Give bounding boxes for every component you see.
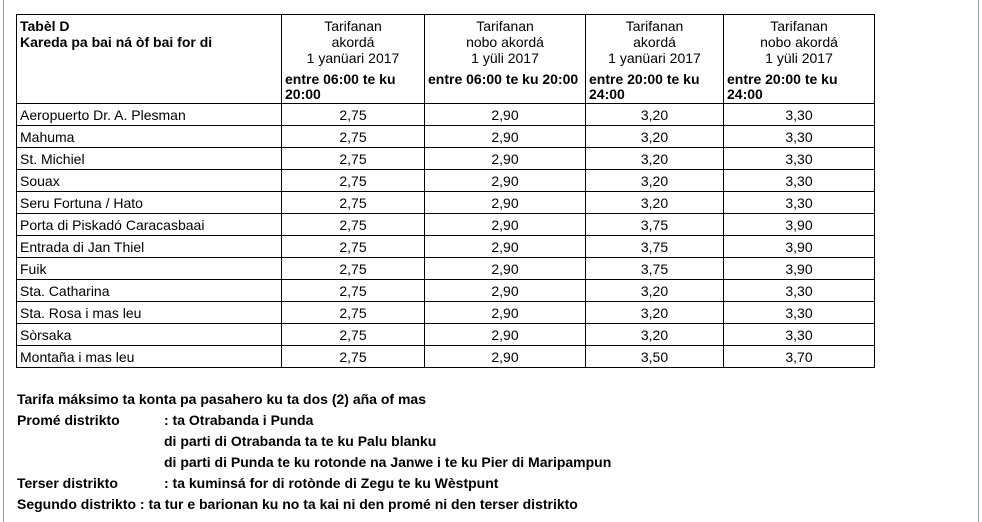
fare-cell: 2,90: [425, 346, 586, 368]
column-status: nobo akordá: [760, 34, 838, 50]
tariff-table: [16, 14, 875, 368]
first-district-label: Promé distrikto: [17, 412, 120, 428]
first-district-value: : ta Otrabanda i Punda: [164, 412, 314, 428]
table-row: [17, 214, 875, 236]
fare-cell: 2,75: [282, 280, 425, 302]
first-district-detail-2: [17, 452, 611, 473]
column-date: 1 yüli 2017: [765, 50, 833, 66]
fare-cell: 2,75: [282, 170, 425, 192]
fare-cell: 2,75: [282, 236, 425, 258]
fare-cell: 2,90: [425, 148, 586, 170]
max-fare-note: Tarifa máksimo ta konta pa pasahero ku ta dos (2) aña of mas: [17, 391, 426, 407]
fare-cell: 2,75: [282, 148, 425, 170]
fare-cell: 3,30: [724, 324, 875, 346]
location-cell: Sta. Catharina: [17, 280, 282, 302]
fare-cell: 2,90: [425, 170, 586, 192]
fare-cell: 2,90: [425, 324, 586, 346]
location-cell: St. Michiel: [17, 148, 282, 170]
fare-cell: 2,75: [282, 302, 425, 324]
location-cell: Souax: [17, 170, 282, 192]
column-label: Tarifanan: [476, 18, 534, 34]
fare-cell: 3,30: [724, 302, 875, 324]
fare-cell: 2,75: [282, 258, 425, 280]
fare-cell: 3,30: [724, 170, 875, 192]
fare-cell: 3,20: [586, 126, 724, 148]
table-row: [17, 258, 875, 280]
location-cell: Porta di Piskadó Caracasbaai: [17, 214, 282, 236]
header-row: [17, 15, 875, 104]
fare-cell: 2,75: [282, 214, 425, 236]
fare-cell: 2,90: [425, 192, 586, 214]
fare-cell: 3,75: [586, 236, 724, 258]
fare-cell: 3,20: [586, 302, 724, 324]
fare-cell: 3,20: [586, 170, 724, 192]
fare-cell: 2,90: [425, 104, 586, 126]
fare-cell: 2,90: [425, 302, 586, 324]
corner-header: [17, 15, 282, 104]
fare-cell: 3,30: [724, 148, 875, 170]
third-district-note: [17, 473, 611, 494]
location-cell: Montaña i mas leu: [17, 346, 282, 368]
column-label: Tarifanan: [324, 18, 382, 34]
table-row: [17, 280, 875, 302]
column-date: 1 yanüari 2017: [306, 50, 400, 66]
table-row: [17, 192, 875, 214]
second-district-note: [17, 494, 611, 515]
fare-cell: 2,90: [425, 236, 586, 258]
table-row: [17, 148, 875, 170]
table-row: [17, 236, 875, 258]
fare-cell: 3,20: [586, 104, 724, 126]
fare-cell: 2,75: [282, 104, 425, 126]
page-left-rule: [3, 0, 4, 522]
third-district-value: : ta kuminsá for di rotònde di Zegu te ku Wèstpunt: [164, 475, 499, 491]
second-district-label: Segundo distrikto: [17, 496, 136, 512]
fare-cell: 3,20: [586, 324, 724, 346]
table-row: [17, 170, 875, 192]
column-status: akordá: [331, 34, 375, 50]
location-cell: Seru Fortuna / Hato: [17, 192, 282, 214]
column-time-range: entre 06:00 te ku 20:00: [285, 71, 396, 102]
column-label: Tarifanan: [770, 18, 828, 34]
fare-cell: 3,30: [724, 192, 875, 214]
first-district-detail-text: di parti di Punda te ku rotonde na Janwe i te ku Pier di Maripampun: [164, 454, 612, 470]
page-right-rule: [978, 0, 979, 522]
first-district-note: [17, 410, 611, 431]
fare-cell: 3,30: [724, 126, 875, 148]
table-row: [17, 302, 875, 324]
column-header-1: [282, 15, 425, 104]
column-time-range: entre 20:00 te ku 24:00: [589, 71, 700, 102]
column-date: 1 yüli 2017: [471, 50, 539, 66]
fare-cell: 2,75: [282, 324, 425, 346]
table-row: [17, 324, 875, 346]
fare-cell: 3,30: [724, 280, 875, 302]
column-time-range: entre 06:00 te ku 20:00: [428, 71, 579, 87]
first-district-detail-1: [17, 431, 611, 452]
column-header-2: [425, 15, 586, 104]
location-cell: Aeropuerto Dr. A. Plesman: [17, 104, 282, 126]
fare-cell: 2,75: [282, 346, 425, 368]
column-status: nobo akordá: [466, 34, 544, 50]
fare-cell: 3,20: [586, 148, 724, 170]
fare-cell: 2,90: [425, 258, 586, 280]
fare-cell: 2,75: [282, 126, 425, 148]
third-district-label: Terser distrikto: [17, 475, 118, 491]
location-cell: Fuik: [17, 258, 282, 280]
notes-section: [17, 389, 611, 515]
table-row: [17, 104, 875, 126]
fare-cell: 2,90: [425, 126, 586, 148]
column-label: Tarifanan: [625, 18, 684, 34]
column-header-3: [586, 15, 724, 104]
fare-cell: 3,20: [586, 192, 724, 214]
table-title: Tabèl D: [20, 18, 70, 34]
fare-cell: 2,90: [425, 214, 586, 236]
table-row: [17, 126, 875, 148]
column-header-4: [724, 15, 875, 104]
column-status: akordá: [633, 34, 676, 50]
location-cell: Sta. Rosa i mas leu: [17, 302, 282, 324]
second-district-value: : ta tur e barionan ku no ta kai ni den promé ni den terser distrikto: [139, 496, 578, 512]
fare-cell: 3,75: [586, 214, 724, 236]
fare-cell: 3,70: [724, 346, 875, 368]
fare-cell: 3,90: [724, 214, 875, 236]
fare-cell: 3,75: [586, 258, 724, 280]
fare-cell: 2,75: [282, 192, 425, 214]
first-district-detail-text: di parti di Otrabanda ta te ku Palu blanku: [164, 433, 437, 449]
location-cell: Entrada di Jan Thiel: [17, 236, 282, 258]
table-subtitle: Kareda pa bai ná òf bai for di: [20, 34, 213, 50]
column-date: 1 yanüari 2017: [608, 50, 701, 66]
fare-cell: 2,90: [425, 280, 586, 302]
fare-cell: 3,30: [724, 104, 875, 126]
location-cell: Sòrsaka: [17, 324, 282, 346]
fare-cell: 3,90: [724, 258, 875, 280]
column-time-range: entre 20:00 te ku 24:00: [727, 71, 838, 102]
table-row: [17, 346, 875, 368]
fare-cell: 3,50: [586, 346, 724, 368]
fare-cell: 3,90: [724, 236, 875, 258]
location-cell: Mahuma: [17, 126, 282, 148]
fare-cell: 3,20: [586, 280, 724, 302]
